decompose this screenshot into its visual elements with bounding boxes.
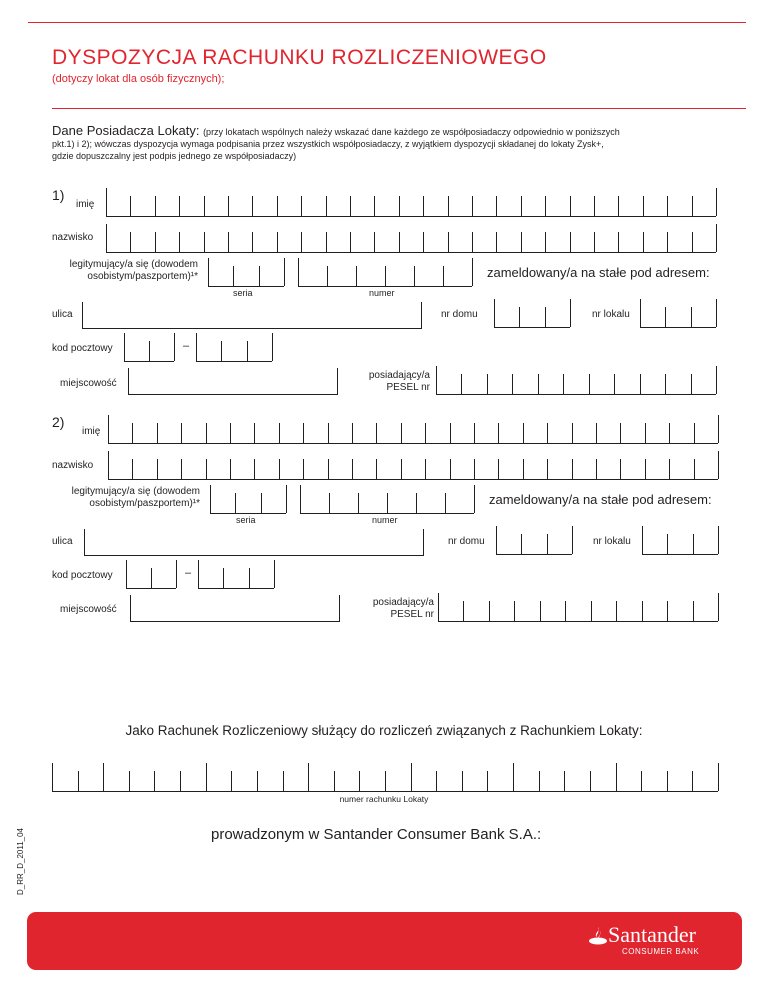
cell-divider: [374, 232, 375, 252]
cell-divider: [196, 333, 197, 361]
owner-1-house-no-label: nr domu: [441, 309, 478, 320]
cell-divider: [691, 307, 692, 327]
form-title: DYSPOZYCJA RACHUNKU ROZLICZENIOWEGO: [52, 46, 547, 69]
cell-divider: [694, 423, 695, 443]
cell-divider: [462, 771, 463, 791]
cell-divider: [620, 459, 621, 479]
cell-divider: [523, 459, 524, 479]
owner-2-street-label: ulica: [52, 536, 73, 547]
cell-divider: [540, 601, 541, 621]
cell-divider: [591, 601, 592, 621]
cell-divider: [149, 341, 150, 361]
owner-1-first-name-field[interactable]: [106, 188, 716, 217]
cell-divider: [376, 459, 377, 479]
cell-divider: [618, 232, 619, 252]
owner-1-id-number-field[interactable]: [298, 258, 472, 287]
section-divider: [52, 108, 746, 109]
owners-heading-note: (przy lokatach wspólnych należy wskazać dane każdego ze współposiadaczy odpowiednio w poniższych: [203, 127, 620, 137]
cell-divider: [643, 232, 644, 252]
cell-divider: [448, 196, 449, 216]
owner-1-surname-field[interactable]: [106, 224, 716, 253]
cell-divider: [521, 196, 522, 216]
cell-divider: [208, 258, 209, 286]
cell-divider: [359, 771, 360, 791]
owner-1-series-caption: seria: [233, 288, 253, 298]
cell-divider: [642, 601, 643, 621]
cell-divider: [416, 493, 417, 513]
cell-divider: [450, 423, 451, 443]
cell-divider: [352, 423, 353, 443]
owner-2-index: 2): [52, 414, 65, 430]
form-code: D_RR_D_2011_04: [16, 827, 25, 895]
cell-divider: [438, 593, 439, 621]
cell-divider: [474, 423, 475, 443]
cell-divider: [283, 771, 284, 791]
cell-divider: [329, 493, 330, 513]
cell-divider: [179, 232, 180, 252]
cell-divider: [669, 423, 670, 443]
cell-divider: [284, 258, 285, 286]
owner-2-id-number-field[interactable]: [300, 485, 474, 514]
cell-divider: [151, 568, 152, 588]
cell-divider: [614, 374, 615, 394]
cell-divider: [108, 451, 109, 479]
cell-divider: [254, 423, 255, 443]
cell-divider: [641, 771, 642, 791]
cell-divider: [692, 771, 693, 791]
form-subtitle: (dotyczy lokat dla osób fizycznych);: [52, 73, 225, 85]
cell-divider: [645, 459, 646, 479]
cell-divider: [78, 771, 79, 791]
cell-divider: [667, 196, 668, 216]
cell-divider: [514, 601, 515, 621]
cell-divider: [643, 196, 644, 216]
cell-divider: [206, 459, 207, 479]
cell-divider: [326, 232, 327, 252]
cell-divider: [436, 366, 437, 394]
cell-divider: [303, 423, 304, 443]
owner-2-surname-label: nazwisko: [52, 460, 94, 471]
owner-1-postal-part2-field[interactable]: [196, 333, 272, 362]
cell-divider: [547, 459, 548, 479]
cell-divider: [328, 459, 329, 479]
cell-divider: [665, 374, 666, 394]
owner-2-id-label-line1: legitymujący/a się (dowodem: [71, 486, 200, 497]
cell-divider: [376, 423, 377, 443]
cell-divider: [423, 232, 424, 252]
cell-divider: [223, 568, 224, 588]
cell-divider: [716, 366, 717, 394]
cell-divider: [387, 493, 388, 513]
cell-divider: [718, 593, 719, 621]
cell-divider: [667, 601, 668, 621]
cell-divider: [231, 771, 232, 791]
cell-divider: [692, 196, 693, 216]
owner-1-id-series-field[interactable]: [208, 258, 284, 287]
cell-divider: [645, 423, 646, 443]
cell-divider: [472, 196, 473, 216]
cell-divider: [277, 232, 278, 252]
cell-divider: [498, 423, 499, 443]
owners-heading-label: Dane Posiadacza Lokaty:: [52, 123, 200, 138]
cell-divider: [718, 451, 719, 479]
cell-divider: [545, 196, 546, 216]
cell-divider: [274, 560, 275, 588]
cell-divider: [279, 423, 280, 443]
cell-divider: [334, 771, 335, 791]
owner-1-city-label: miejscowość: [60, 378, 117, 389]
cell-divider: [401, 459, 402, 479]
owner-2-id-label: [52, 486, 200, 510]
account-number-caption: numer rachunku Lokaty: [339, 794, 429, 804]
cell-divider: [539, 771, 540, 791]
owner-1-id-label-line1: legitymujący/a się (dowodem: [69, 259, 198, 270]
cell-divider: [642, 526, 643, 554]
cell-divider: [523, 423, 524, 443]
cell-divider: [513, 763, 514, 791]
owner-2-city-label: miejscowość: [60, 604, 117, 615]
cell-divider: [228, 196, 229, 216]
owner-2-postal-dash: –: [185, 567, 192, 579]
cell-divider: [154, 771, 155, 791]
owner-2-postal-part1-field[interactable]: [126, 560, 176, 589]
cell-divider: [411, 763, 412, 791]
cell-divider: [179, 196, 180, 216]
owner-2-postal-label: kod pocztowy: [52, 570, 113, 581]
cell-divider: [519, 307, 520, 327]
cell-divider: [718, 415, 719, 443]
cell-divider: [570, 196, 571, 216]
cell-divider: [545, 232, 546, 252]
owner-1-pesel-field[interactable]: [436, 366, 716, 395]
cell-divider: [157, 459, 158, 479]
cell-divider: [130, 196, 131, 216]
cell-divider: [328, 423, 329, 443]
owner-1-pesel-label-line2: PESEL nr: [386, 382, 430, 393]
cell-divider: [257, 771, 258, 791]
cell-divider: [259, 266, 260, 286]
cell-divider: [693, 601, 694, 621]
owner-1-apt-no-field[interactable]: [640, 299, 716, 328]
cell-divider: [308, 763, 309, 791]
cell-divider: [155, 196, 156, 216]
cell-divider: [103, 763, 104, 791]
cell-divider: [352, 459, 353, 479]
cell-divider: [718, 763, 719, 791]
owner-2-apt-no-field[interactable]: [642, 526, 718, 555]
cell-divider: [570, 232, 571, 252]
cell-divider: [589, 374, 590, 394]
owner-1-street-label: ulica: [52, 309, 73, 320]
owner-2-pesel-label: [344, 597, 434, 621]
top-rule: [28, 22, 746, 23]
cell-divider: [401, 423, 402, 443]
cell-divider: [358, 493, 359, 513]
cell-divider: [126, 560, 127, 588]
cell-divider: [694, 459, 695, 479]
cell-divider: [620, 423, 621, 443]
cell-divider: [204, 196, 205, 216]
owner-1-city-field[interactable]: [128, 368, 338, 395]
owner-2-first-name-label: imię: [82, 426, 101, 437]
owner-1-number-caption: numer: [369, 288, 395, 298]
cell-divider: [221, 341, 222, 361]
cell-divider: [512, 374, 513, 394]
owner-2-street-field[interactable]: [84, 529, 424, 556]
owner-1-id-label-line2: osobistym/paszportem)¹*: [87, 271, 198, 282]
cell-divider: [640, 374, 641, 394]
cell-divider: [443, 266, 444, 286]
cell-divider: [716, 188, 717, 216]
owner-2-city-field[interactable]: [130, 595, 340, 622]
cell-divider: [233, 266, 234, 286]
cell-divider: [423, 196, 424, 216]
cell-divider: [279, 459, 280, 479]
cell-divider: [252, 232, 253, 252]
owner-1-registered-label: zameldowany/a na stałe pod adresem:: [487, 265, 710, 280]
cell-divider: [489, 601, 490, 621]
cell-divider: [174, 333, 175, 361]
cell-divider: [298, 258, 299, 286]
bank-line: prowadzonym w Santander Consumer Bank S.A.:: [211, 826, 542, 843]
cell-divider: [301, 196, 302, 216]
owners-note-line3: gdzie dopuszczalny jest podpis jednego ze współposiadaczy): [52, 151, 297, 161]
cell-divider: [665, 307, 666, 327]
cell-divider: [538, 374, 539, 394]
cell-divider: [180, 771, 181, 791]
cell-divider: [106, 188, 107, 216]
cell-divider: [252, 196, 253, 216]
cell-divider: [563, 374, 564, 394]
owner-2-postal-part2-field[interactable]: [198, 560, 274, 589]
cell-divider: [130, 232, 131, 252]
owner-2-apt-no-label: nr lokalu: [593, 536, 631, 547]
cell-divider: [594, 196, 595, 216]
owners-note-line2: pkt.1) i 2); wówczas dyspozycja wymaga podpisania przez wszystkich współposiadaczy, z wyjątkiem dyspozycji składanej do lokaty Zysk+,: [52, 139, 604, 149]
owners-heading: [52, 123, 620, 138]
cell-divider: [350, 232, 351, 252]
cell-divider: [247, 341, 248, 361]
cell-divider: [300, 485, 301, 513]
cell-divider: [206, 423, 207, 443]
cell-divider: [616, 763, 617, 791]
cell-divider: [106, 224, 107, 252]
owner-2-surname-field[interactable]: [108, 451, 718, 480]
cell-divider: [108, 415, 109, 443]
cell-divider: [461, 374, 462, 394]
cell-divider: [350, 196, 351, 216]
cell-divider: [176, 560, 177, 588]
cell-divider: [230, 459, 231, 479]
owner-2-pesel-field[interactable]: [438, 593, 718, 622]
owner-2-id-series-field[interactable]: [210, 485, 286, 514]
owner-1-postal-part1-field[interactable]: [124, 333, 174, 362]
cell-divider: [235, 493, 236, 513]
flame-icon: [588, 926, 608, 951]
owner-1-postal-label: kod pocztowy: [52, 343, 113, 354]
owner-1-pesel-label-line1: posiadający/a: [368, 370, 430, 381]
owner-1-postal-dash: –: [183, 340, 190, 352]
cell-divider: [594, 232, 595, 252]
cell-divider: [498, 459, 499, 479]
cell-divider: [181, 423, 182, 443]
cell-divider: [448, 232, 449, 252]
cell-divider: [129, 771, 130, 791]
cell-divider: [487, 374, 488, 394]
cell-divider: [716, 224, 717, 252]
brand-subtitle: CONSUMER BANK: [622, 947, 700, 956]
cell-divider: [667, 534, 668, 554]
cell-divider: [228, 232, 229, 252]
cell-divider: [618, 196, 619, 216]
cell-divider: [521, 232, 522, 252]
owner-1-id-label: [50, 259, 198, 283]
cell-divider: [385, 771, 386, 791]
cell-divider: [463, 601, 464, 621]
account-intro: Jako Rachunek Rozliczeniowy służący do rozliczeń związanych z Rachunkiem Lokaty:: [125, 723, 643, 738]
owner-2-pesel-label-line2: PESEL nr: [390, 609, 434, 620]
cell-divider: [436, 771, 437, 791]
cell-divider: [565, 601, 566, 621]
cell-divider: [472, 232, 473, 252]
owner-2-first-name-field[interactable]: [108, 415, 718, 444]
cell-divider: [494, 299, 495, 327]
brand-name: Santander: [608, 922, 696, 947]
cell-divider: [667, 232, 668, 252]
account-number-field[interactable]: [52, 763, 718, 792]
cell-divider: [356, 266, 357, 286]
cell-divider: [286, 485, 287, 513]
cell-divider: [487, 771, 488, 791]
cell-divider: [277, 196, 278, 216]
cell-divider: [414, 266, 415, 286]
cell-divider: [385, 266, 386, 286]
cell-divider: [716, 299, 717, 327]
cell-divider: [399, 196, 400, 216]
cell-divider: [132, 459, 133, 479]
cell-divider: [230, 423, 231, 443]
cell-divider: [596, 459, 597, 479]
cell-divider: [474, 459, 475, 479]
cell-divider: [521, 534, 522, 554]
cell-divider: [326, 196, 327, 216]
cell-divider: [547, 534, 548, 554]
owner-2-house-no-field[interactable]: [496, 526, 572, 555]
owner-2-registered-label: zameldowany/a na stałe pod adresem:: [489, 492, 712, 507]
cell-divider: [570, 299, 571, 327]
owner-2-number-caption: numer: [372, 515, 398, 525]
cell-divider: [667, 771, 668, 791]
cell-divider: [157, 423, 158, 443]
cell-divider: [692, 232, 693, 252]
cell-divider: [124, 333, 125, 361]
cell-divider: [616, 601, 617, 621]
cell-divider: [590, 771, 591, 791]
owner-1-street-field[interactable]: [82, 302, 422, 329]
cell-divider: [198, 560, 199, 588]
cell-divider: [596, 423, 597, 443]
cell-divider: [327, 266, 328, 286]
cell-divider: [301, 232, 302, 252]
cell-divider: [204, 232, 205, 252]
cell-divider: [691, 374, 692, 394]
owner-1-house-no-field[interactable]: [494, 299, 570, 328]
cell-divider: [445, 493, 446, 513]
cell-divider: [572, 423, 573, 443]
cell-divider: [547, 423, 548, 443]
cell-divider: [472, 258, 473, 286]
cell-divider: [206, 763, 207, 791]
cell-divider: [425, 459, 426, 479]
cell-divider: [669, 459, 670, 479]
owner-1-index: 1): [52, 187, 65, 203]
owner-1-pesel-label: [340, 370, 430, 394]
cell-divider: [545, 307, 546, 327]
cell-divider: [210, 485, 211, 513]
cell-divider: [155, 232, 156, 252]
cell-divider: [261, 493, 262, 513]
cell-divider: [132, 423, 133, 443]
cell-divider: [496, 526, 497, 554]
cell-divider: [693, 534, 694, 554]
owner-2-series-caption: seria: [236, 515, 256, 525]
cell-divider: [52, 763, 53, 791]
cell-divider: [181, 459, 182, 479]
cell-divider: [272, 333, 273, 361]
cell-divider: [254, 459, 255, 479]
owner-1-apt-no-label: nr lokalu: [592, 309, 630, 320]
owner-1-first-name-label: imię: [76, 199, 95, 210]
cell-divider: [564, 771, 565, 791]
owners-note: [52, 138, 732, 162]
owner-1-surname-label: nazwisko: [52, 232, 94, 243]
cell-divider: [496, 196, 497, 216]
cell-divider: [249, 568, 250, 588]
owner-2-id-label-line2: osobistym/paszportem)¹*: [89, 498, 200, 509]
cell-divider: [303, 459, 304, 479]
cell-divider: [718, 526, 719, 554]
cell-divider: [640, 299, 641, 327]
cell-divider: [572, 526, 573, 554]
cell-divider: [425, 423, 426, 443]
owner-2-house-no-label: nr domu: [448, 536, 485, 547]
cell-divider: [450, 459, 451, 479]
cell-divider: [399, 232, 400, 252]
cell-divider: [572, 459, 573, 479]
cell-divider: [374, 196, 375, 216]
cell-divider: [496, 232, 497, 252]
owner-2-pesel-label-line1: posiadający/a: [372, 597, 434, 608]
cell-divider: [474, 485, 475, 513]
